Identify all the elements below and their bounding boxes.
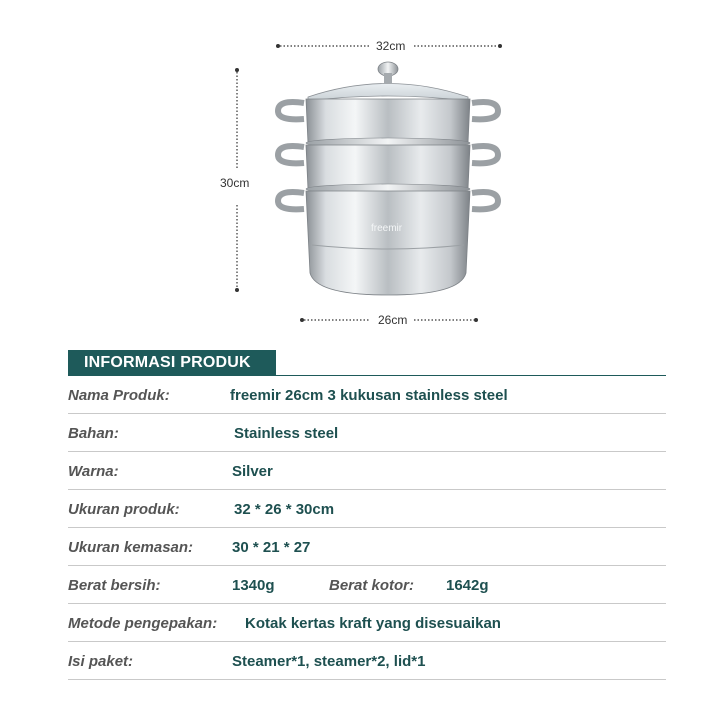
dim-label-top-width: 32cm <box>376 39 406 53</box>
glass-lid <box>308 84 468 102</box>
info-label: Nama Produk: <box>68 387 170 404</box>
steamer-tier-2 <box>306 145 470 189</box>
info-row-product-size <box>68 490 666 528</box>
dim-dot <box>300 318 304 322</box>
steamer-tier-1 <box>306 99 470 143</box>
handle-left-top <box>278 102 304 119</box>
info-label: Ukuran kemasan: <box>68 539 194 556</box>
info-row-color <box>68 452 666 490</box>
steamer-pot-image <box>260 55 520 305</box>
info-value: 1340g <box>232 577 275 594</box>
info-label: Berat bersih: <box>68 577 161 594</box>
section-title: INFORMASI PRODUK <box>68 350 276 376</box>
info-value: Steamer*1, steamer*2, lid*1 <box>232 653 426 670</box>
info-label: Bahan: <box>68 425 119 442</box>
brand-on-pot: freemir <box>371 223 403 234</box>
info-row-package-contents <box>68 642 666 680</box>
dim-dot <box>498 44 502 48</box>
info-label: Metode pengepakan: <box>68 615 218 632</box>
info-value: Kotak kertas kraft yang disesuaikan <box>245 615 501 632</box>
handle-right-top <box>472 102 498 119</box>
info-row-weight <box>68 566 666 604</box>
info-label: Warna: <box>68 463 119 480</box>
dim-dot <box>235 288 239 292</box>
dim-label-height: 30cm <box>220 176 250 190</box>
info-row-material <box>68 414 666 452</box>
info-value-gross-weight: 1642g <box>446 577 489 594</box>
info-row-package-size <box>68 528 666 566</box>
dim-dot <box>235 68 239 72</box>
info-value: Stainless steel <box>234 425 339 442</box>
info-row-product-name <box>68 376 666 414</box>
handle-right-bottom <box>472 192 498 209</box>
info-value: freemir 26cm 3 kukusan stainless steel <box>230 387 508 404</box>
info-label: Isi paket: <box>68 653 134 670</box>
base-pot <box>306 191 470 295</box>
info-value: 32 * 26 * 30cm <box>234 501 335 518</box>
dim-dot <box>474 318 478 322</box>
info-value: Silver <box>232 463 273 480</box>
product-illustration-area <box>0 0 726 340</box>
info-label: Ukuran produk: <box>68 501 180 518</box>
handle-left-middle <box>278 146 304 163</box>
dim-label-bottom-width: 26cm <box>378 313 408 327</box>
dim-dot <box>276 44 280 48</box>
info-row-packing-method <box>68 604 666 642</box>
handle-left-bottom <box>278 192 304 209</box>
lid-knob-stem <box>384 73 392 83</box>
info-label-gross-weight: Berat kotor: <box>329 577 415 594</box>
handle-right-middle <box>472 146 498 163</box>
info-value: 30 * 21 * 27 <box>232 539 311 556</box>
